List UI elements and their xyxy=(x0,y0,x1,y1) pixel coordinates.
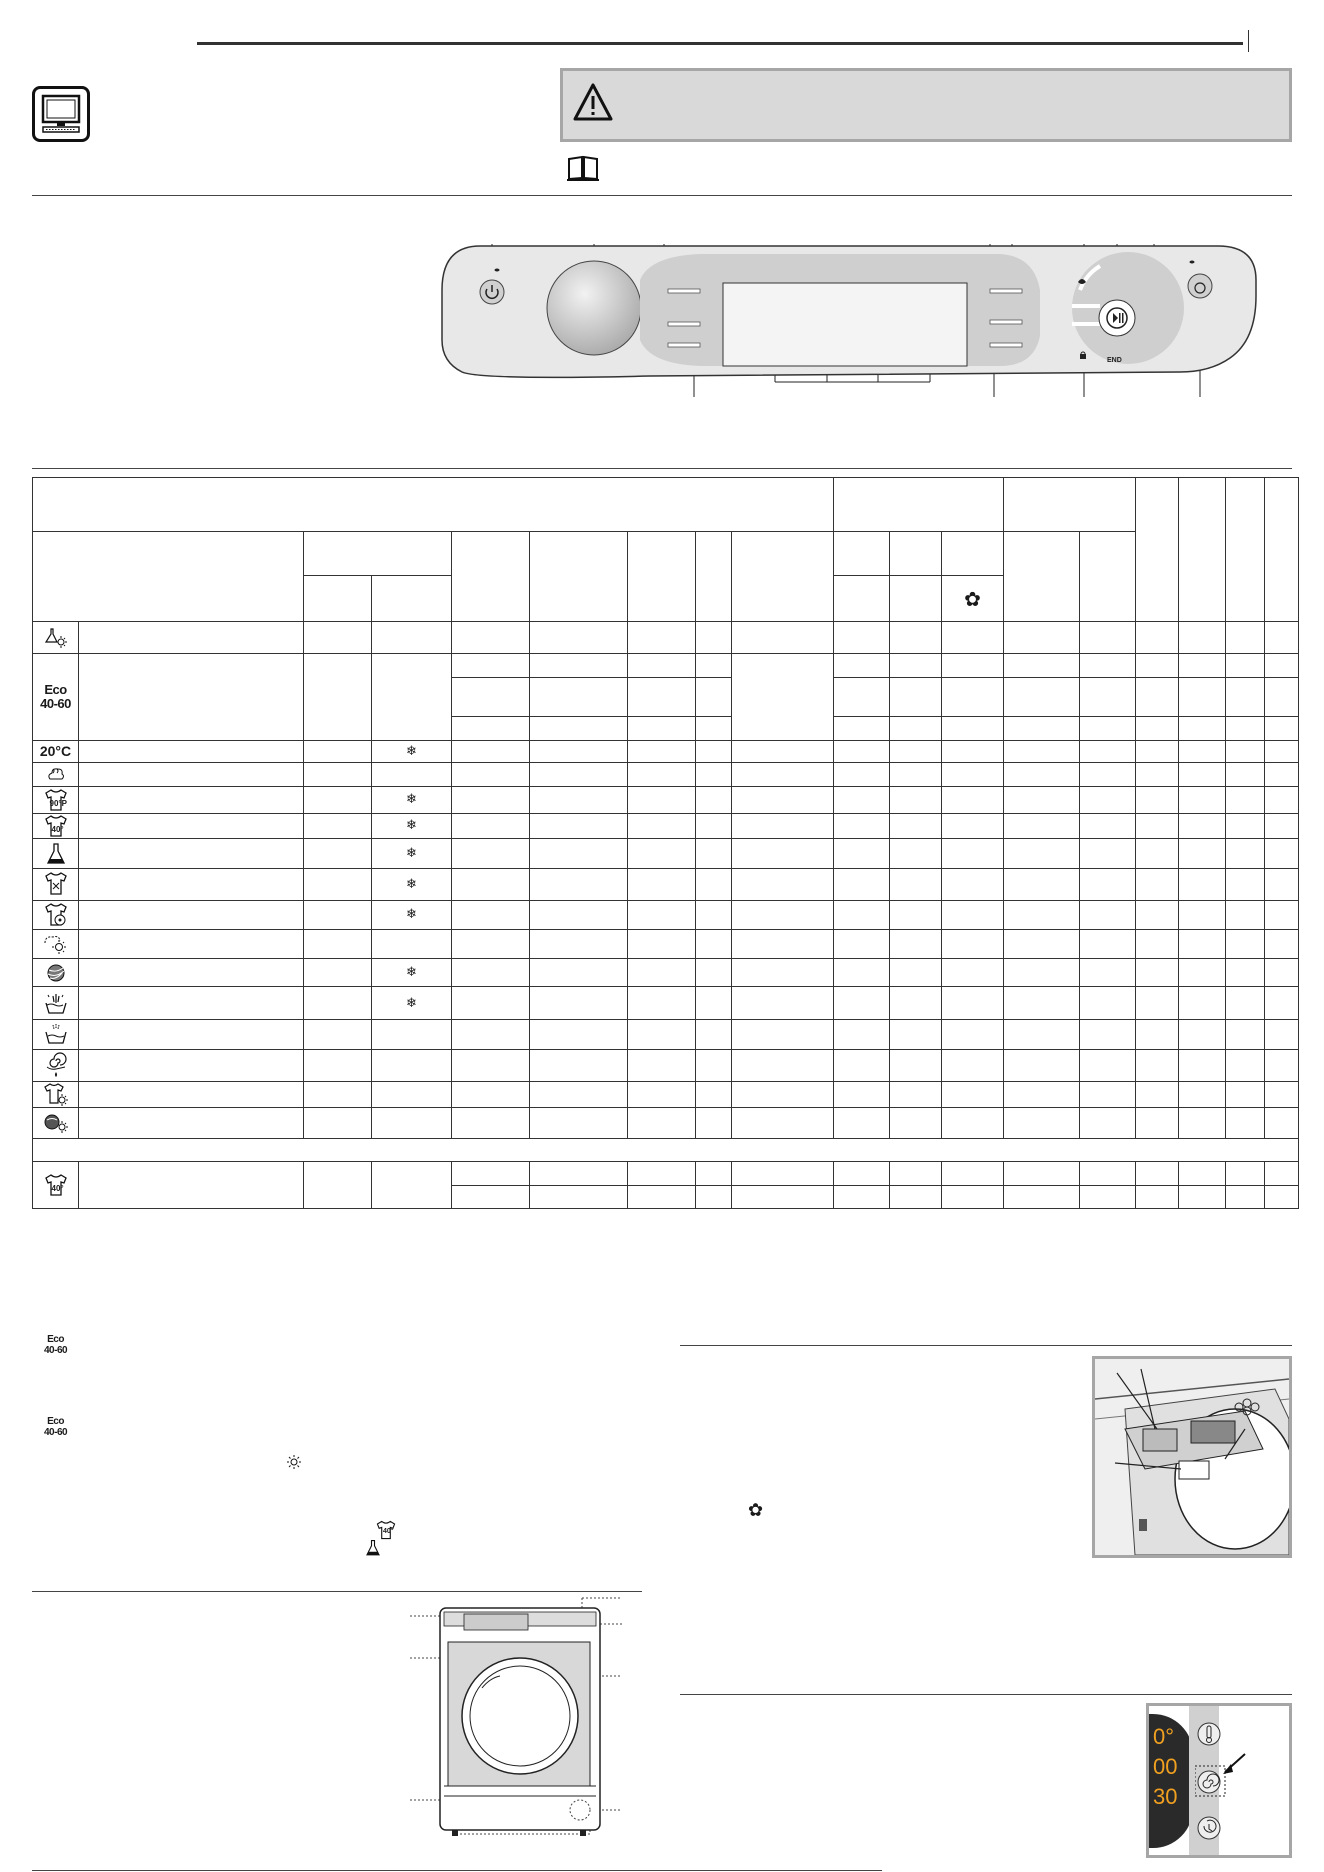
table-row-icon: 40° xyxy=(33,1162,79,1209)
table-row-icon xyxy=(33,959,79,986)
table-row-icon: 40° xyxy=(33,813,79,838)
display-section-divider xyxy=(680,1694,1292,1695)
sun-cloud-icon xyxy=(42,933,70,955)
end-label: END xyxy=(1107,357,1122,364)
top-rule-tick xyxy=(1248,30,1249,52)
snowflake-icon: ❄ xyxy=(406,876,417,892)
footer-rule xyxy=(32,1870,882,1871)
table-header-temperature xyxy=(304,531,452,576)
panel-divider xyxy=(32,468,1292,469)
snowflake-icon: ❄ xyxy=(406,846,417,862)
20c-badge: 20°C xyxy=(39,743,72,760)
table-header-detergent xyxy=(834,478,1004,532)
table-row-icon xyxy=(33,1049,79,1081)
snowflake-icon: ❄ xyxy=(406,907,417,923)
shirt-baby-icon xyxy=(42,903,70,927)
steam-icon xyxy=(45,765,67,785)
synthetic-flask-icon xyxy=(44,842,68,866)
softener-flower-icon: ✿ xyxy=(964,586,981,611)
snowflake-icon: ❄ xyxy=(406,965,417,981)
table-header-programmes xyxy=(33,478,834,532)
table-row-icon xyxy=(33,838,79,868)
table-header-default xyxy=(304,576,372,622)
table-section-divider xyxy=(33,1138,1299,1161)
warning-triangle-icon xyxy=(571,81,615,125)
table-row-icon xyxy=(33,1020,79,1049)
detergent-drawer-figure xyxy=(1092,1356,1292,1558)
warning-box xyxy=(560,68,1292,142)
washing-machine-diagram xyxy=(400,1592,630,1838)
table-header-prewash-2 xyxy=(834,576,890,622)
table-header-load xyxy=(530,531,628,621)
table-header-duration xyxy=(628,531,696,621)
flask-icon xyxy=(364,1538,382,1558)
table-row-icon xyxy=(33,986,79,1019)
table-row-icon xyxy=(33,869,79,900)
snowflake-icon: ❄ xyxy=(406,995,417,1011)
table-header-temp-reached xyxy=(696,531,732,621)
hand-wash-icon xyxy=(43,991,69,1015)
table-header-main-2 xyxy=(890,576,942,622)
table-header-softener xyxy=(942,531,1004,576)
spin-drain-icon xyxy=(43,1052,69,1078)
table-header-spin xyxy=(452,531,530,621)
table-header-func-b xyxy=(1080,531,1136,621)
sun-icon xyxy=(286,1454,302,1470)
table-row-icon xyxy=(33,762,79,786)
open-book-icon xyxy=(566,154,600,182)
table-header-col-a xyxy=(1136,478,1179,622)
display-digit-temp: 0° xyxy=(1153,1724,1175,1749)
computer-monitor-icon xyxy=(32,86,90,142)
table-row-icon xyxy=(33,1108,79,1138)
display-digit-spin: 00 xyxy=(1153,1754,1178,1779)
header-divider xyxy=(32,195,1292,196)
wool-ball-icon xyxy=(45,962,67,984)
table-row-icon: 90°P xyxy=(33,787,79,813)
cotton-sun-icon xyxy=(43,626,69,650)
shirt-40-icon: 40° xyxy=(374,1520,398,1540)
softener-flower-icon: ✿ xyxy=(748,1500,764,1521)
programme-table xyxy=(32,477,1299,1209)
snowflake-icon: ❄ xyxy=(406,818,417,834)
drawer-section-divider xyxy=(680,1345,1292,1346)
eco-40-60-badge: Eco 40-60 xyxy=(44,1334,68,1356)
table-header-prewash xyxy=(834,531,890,576)
shirt-cross-icon xyxy=(42,872,70,896)
rinse-tub-icon xyxy=(43,1023,69,1045)
table-header-col-d xyxy=(1265,478,1299,622)
eco-40-60-badge: Eco 40-60 xyxy=(40,681,71,711)
table-header-residual xyxy=(732,531,834,621)
table-header-function xyxy=(1004,478,1136,532)
display-detail-figure xyxy=(1146,1703,1292,1858)
display-digit-time: 30 xyxy=(1153,1784,1178,1809)
table-header-programme xyxy=(33,531,304,621)
snowflake-icon: ❄ xyxy=(406,792,417,808)
table-header-range xyxy=(372,576,452,622)
shirt-sun-icon xyxy=(42,1083,70,1107)
table-header-col-c xyxy=(1226,478,1265,622)
table-row-icon xyxy=(33,740,79,762)
table-row-icon xyxy=(33,621,79,653)
control-panel-diagram xyxy=(440,240,1260,400)
table-row-icon xyxy=(33,900,79,929)
table-row-icon xyxy=(33,654,79,740)
table-header-softener-icon xyxy=(942,576,1004,622)
snowflake-icon: ❄ xyxy=(406,743,417,759)
table-row-icon xyxy=(33,930,79,959)
table-row-icon xyxy=(33,1082,79,1108)
eco-40-60-badge: Eco 40-60 xyxy=(44,1416,68,1438)
table-header-main xyxy=(890,531,942,576)
table-header-col-b xyxy=(1179,478,1226,622)
dark-sun-icon xyxy=(42,1111,70,1135)
top-rule xyxy=(197,42,1243,45)
table-header-func-a xyxy=(1004,531,1080,621)
